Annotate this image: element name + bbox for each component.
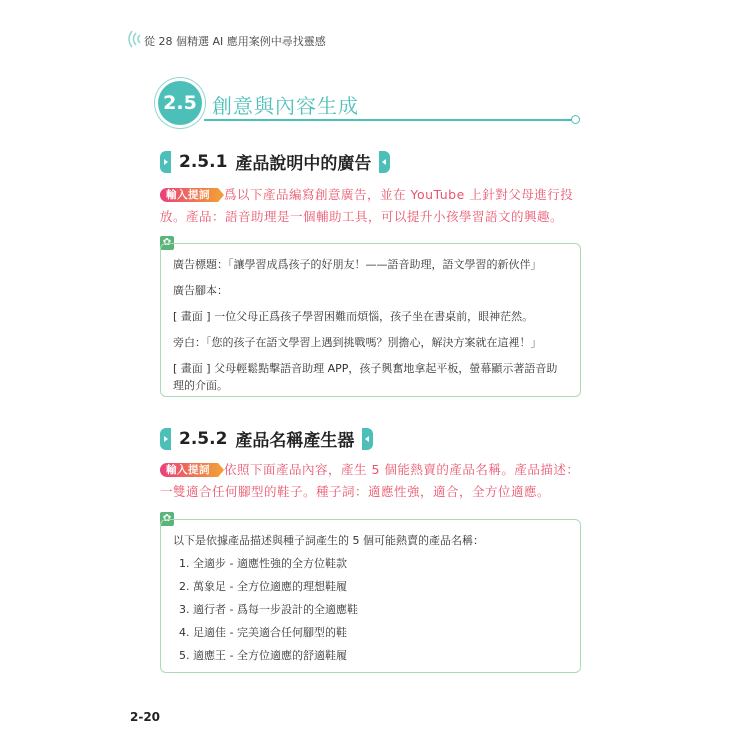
section-heading <box>160 149 390 174</box>
list-item: 1. 全適步 - 適應性強的全方位鞋款 <box>179 557 347 570</box>
page-number: 2-20 <box>130 710 161 724</box>
section-number: 2.5.2 <box>179 428 228 449</box>
left-tab-icon <box>160 151 171 173</box>
response-line: [ 畫面 ] 一位父母正爲孩子學習困難而煩惱，孩子坐在書桌前，眼神茫然。 <box>173 310 534 323</box>
left-tab-icon <box>160 428 171 450</box>
right-tab-icon <box>362 428 373 450</box>
right-tab-icon <box>379 151 390 173</box>
product-name-list <box>173 556 568 664</box>
response-line: [ 畫面 ] 父母輕鬆點擊語音助理 APP，孩子興奮地拿起平板，螢幕顯示著語音助理的介面。 <box>173 362 558 392</box>
section-title: 產品名稱產生器 <box>235 431 355 451</box>
prompt-text: 依照下面產品內容，產生 5 個能熱賣的產品名稱。產品描述：一雙適合任何腳型的鞋子。種子詞：適應性強，適合，全方位適應。 <box>160 462 580 499</box>
response-box <box>160 243 581 397</box>
chatgpt-icon: ✿ <box>160 512 174 526</box>
section-heading <box>160 426 373 451</box>
section-number: 2.5.1 <box>179 151 228 172</box>
running-header: 從 28 個精選 AI 應用案例中尋找靈感 <box>144 35 326 48</box>
divider-end-dot <box>571 115 580 124</box>
list-item: 3. 適行者 - 爲每一步設計的全適應鞋 <box>179 603 358 616</box>
section-title: 產品說明中的廣告 <box>235 154 372 174</box>
prompt-text: 爲以下產品編寫創意廣告，並在 YouTube 上針對父母進行投放。產品：語音助理是一個輔助工具，可以提升小孩學習語文的興趣。 <box>160 187 574 224</box>
sound-waves-icon <box>126 30 142 48</box>
list-item: 5. 適應王 - 全方位適應的舒適鞋履 <box>179 649 347 662</box>
list-item: 4. 足適佳 - 完美適合任何腳型的鞋 <box>179 626 347 639</box>
response-line: 旁白：「您的孩子在語文學習上遇到挑戰嗎？別擔心，解決方案就在這裡！」 <box>173 336 542 349</box>
prompt <box>160 459 585 503</box>
prompt <box>160 184 585 228</box>
chapter-number: 2.5 <box>158 81 202 125</box>
list-item: 2. 萬象足 - 全方位適應的理想鞋履 <box>179 580 347 593</box>
response-line: 廣告標題：「讓學習成爲孩子的好朋友！——語音助理，語文學習的新伙伴」 <box>173 258 542 271</box>
response-line: 廣告腳本： <box>173 284 228 297</box>
response-box <box>160 519 581 673</box>
chatgpt-icon: ✿ <box>160 236 174 250</box>
prompt-badge: 輸入提詞 <box>160 463 218 477</box>
chapter-title: 創意與內容生成 <box>212 94 359 118</box>
prompt-badge: 輸入提詞 <box>160 188 218 202</box>
response-intro: 以下是依據產品描述與種子詞產生的 5 個可能熱賣的產品名稱： <box>173 534 484 547</box>
chapter-divider <box>204 119 572 121</box>
